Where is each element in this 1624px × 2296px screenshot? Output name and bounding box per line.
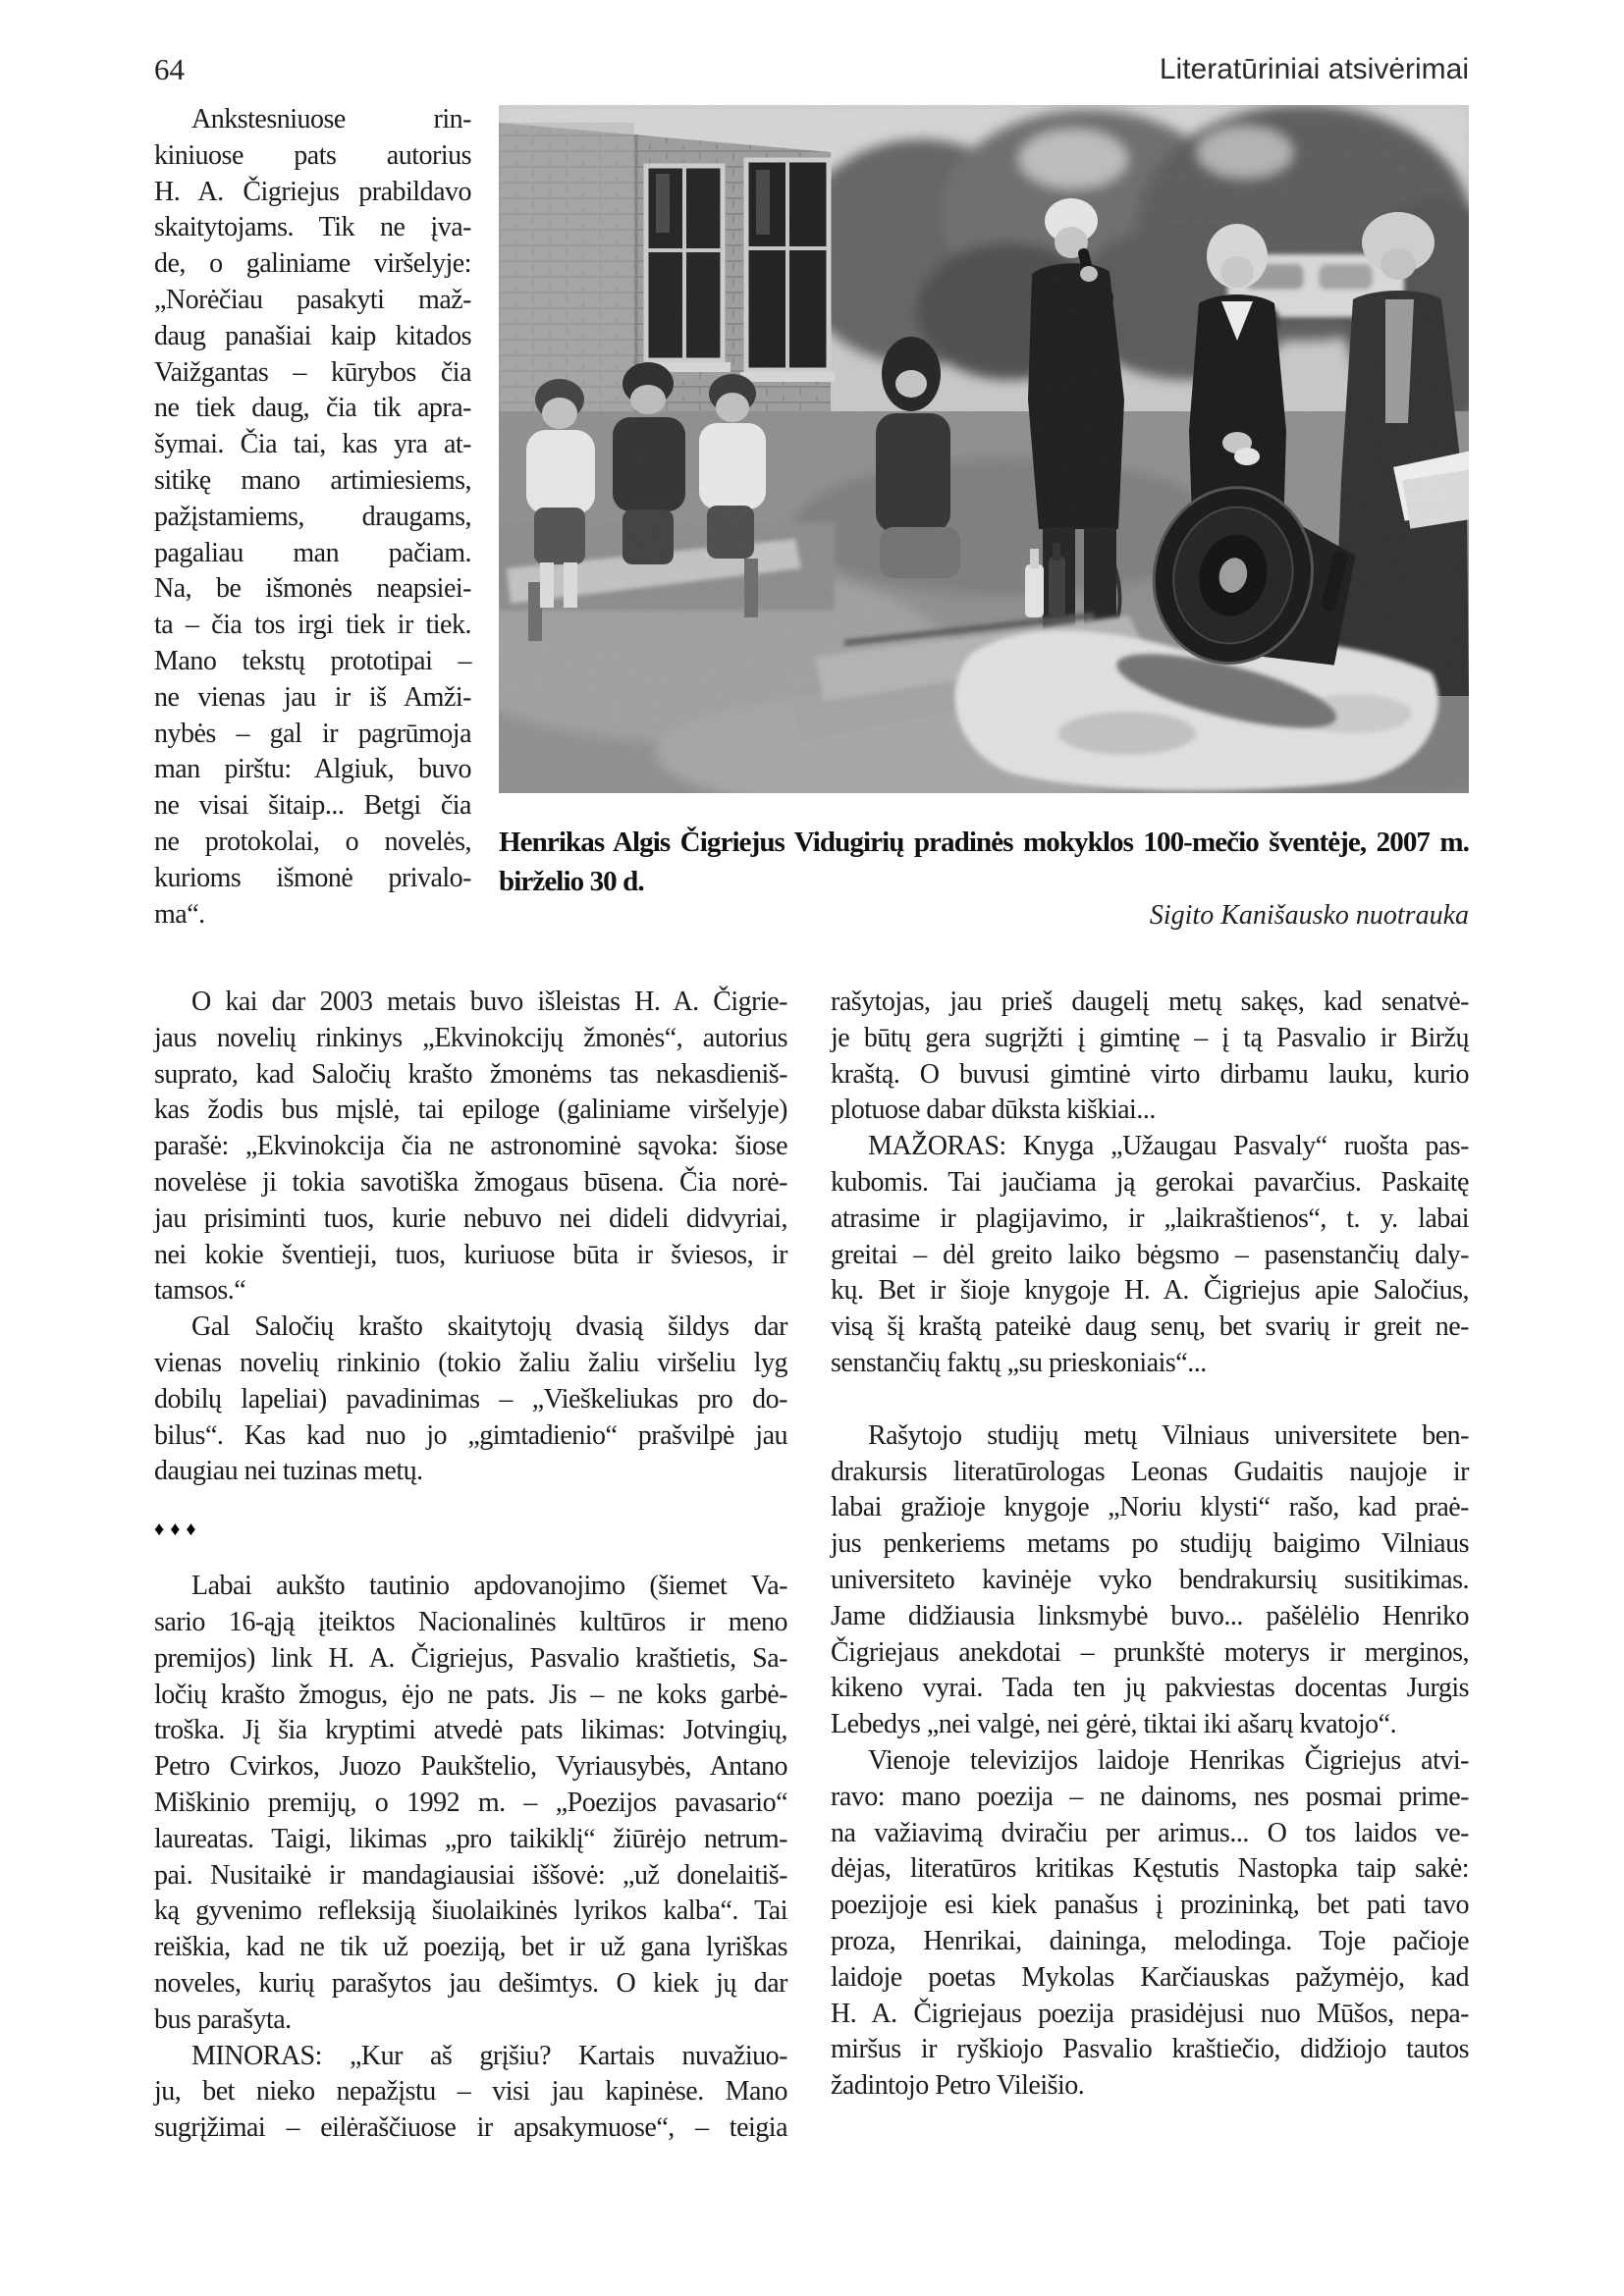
text-line: suprato, kad Saločių krašto žmonėms tas nekasdieniš- [154, 1058, 787, 1090]
photo-credit: Sigito Kanišausko nuotrauka [1149, 900, 1469, 931]
text-line: novelėse ji tokia savotiška žmogaus būsena. Čia norė- [154, 1166, 787, 1198]
text-line: sario 16-ąją įteiktos Nacionalinės kultūros ir meno [154, 1606, 787, 1637]
text-line: kraštą. O buvusi gimtinė virto dirbamu lauku, kurio [831, 1058, 1469, 1090]
text-line: rašytojas, jau prieš daugelį metų sakęs, kad senatvė- [831, 987, 1469, 1017]
text-line: vienas novelių rinkinio (tokio žaliu žaliu viršeliu lyg [154, 1347, 787, 1378]
text-line: Čigriejaus anekdotai – prunkštė moterys ir merginos, [831, 1636, 1469, 1668]
text-line: kas žodis bus mįslė, tai epiloge (galiniame viršelyje) [154, 1095, 787, 1126]
text-line: tamsos.“ [154, 1275, 246, 1307]
text-line: O kai dar 2003 metais buvo išleistas H. A. Čigrie- [191, 987, 787, 1017]
page-number: 64 [154, 52, 185, 86]
text-line: parašė: „Ekvinokcija čia ne astronominė sąvoka: šiose [154, 1131, 787, 1162]
text-line: visą šį kraštą pateikė daug senų, bet svarių ir greit ne- [831, 1311, 1469, 1343]
text-line: žadintojo Petro Vileišio. [831, 2070, 1085, 2102]
text-line: troška. Jį šia kryptimi atvedė pats likimas: Jotvingių, [154, 1715, 787, 1746]
text-line: Vienoje televizijos laidoje Henrikas Čigriejus atvi- [868, 1744, 1469, 1776]
text-line: labai gražioje knygoje „Noriu klysti“ rašo, kad praė- [831, 1492, 1469, 1523]
text-line: ką gyvenimo refleksiją šiuolaikinės lyrikos kalba“. Tai [154, 1896, 787, 1927]
text-line: ma“. [154, 898, 205, 930]
text-line: ne vienas jau ir iš Amži- [154, 681, 471, 713]
text-line: Lebedys „nei valgė, nei gėrė, tiktai iki ašarų kvatojo“. [831, 1709, 1397, 1740]
text-line: jaus novelių rinkinys „Ekvinokcijų žmonės“, autorius [154, 1022, 787, 1053]
text-line: Petro Cvirkos, Juozo Paukštelio, Vyriausybės, Antano [154, 1751, 787, 1783]
text-line: bus parašyta. [154, 2003, 292, 2035]
text-line: H. A. Čigriejaus poezija prasidėjusi nuo Mūšos, nepa- [831, 1998, 1469, 2029]
text-line: Miškinio premijų, o 1992 m. – „Poezijos pavasario“ [154, 1787, 787, 1818]
text-line: ju, bet nieko nepažįstu – visi jau kapinėse. Mano [154, 2076, 787, 2108]
text-line: reiškia, kad ne tik už poeziją, bet ir už gana lyriškas [154, 1932, 787, 1963]
text-line: Vaižgantas – kūrybos čia [154, 356, 471, 388]
text-line: H. A. Čigriejus prabildavo [154, 176, 471, 207]
text-line: proza, Henrikai, daininga, melodinga. Toje pačioje [831, 1925, 1469, 1956]
text-line: ta – čia tos irgi tiek ir tiek. [154, 610, 471, 641]
text-line: jau prisiminti tuos, kurie nebuvo nei dideli didvyriai, [154, 1202, 787, 1234]
text-line: nei kokie šventieji, tuos, kuriuose būta ir šviesos, ir [154, 1239, 787, 1270]
text-line: sugrįžimai – eilėraščiuose ir apsakymuose“, – teigia [154, 2112, 787, 2144]
text-line: kikeno vyrai. Tada ten jų pakviestas docentas Jurgis [831, 1673, 1469, 1704]
text-line: bilus“. Kas kad nuo jo „gimtadienio“ prašvilpė jau [154, 1419, 787, 1451]
text-line: nybės – gal ir pagrūmoja [154, 718, 471, 749]
text-line: dėjas, literatūros kritikas Kęstutis Nastopka taip sakė: [831, 1853, 1469, 1885]
text-line: ločių krašto žmogus, ėjo ne pats. Jis – ne koks garbė- [154, 1679, 787, 1710]
text-line: daugiau nei tuzinas metų. [154, 1456, 423, 1487]
text-line: dobilų lapeliai) pavadinimas – „Vieškeliukas pro do- [154, 1383, 787, 1415]
text-line: MINORAS: „Kur aš grįšiu? Kartais nuvažiuo- [191, 2040, 787, 2071]
text-line: je būtų gera sugrįžti į gimtinę – į tą Pasvalio ir Biržų [831, 1022, 1469, 1053]
text-line: ne visai šitaip... Betgi čia [154, 790, 471, 822]
paragraph-gap [831, 1382, 1469, 1418]
text-line: kurioms išmonė privalo- [154, 862, 471, 893]
text-line: Labai aukšto tautinio apdovanojimo (šiemet Va- [191, 1571, 787, 1602]
text-line: drakursis literatūrologas Leonas Gudaitis naujoje ir [831, 1456, 1469, 1487]
text-line: pažįstamiems, draugams, [154, 501, 471, 532]
body-column-right [831, 985, 1469, 2105]
running-title: Literatūriniai atsivėrimai [1159, 53, 1469, 85]
text-line: greitai – dėl greito laiko bėgsmo – pasenstančių daly- [831, 1239, 1469, 1270]
text-line: de, o galiniame viršelyje: [154, 248, 471, 280]
text-line: šymai. Čia tai, kas yra at- [154, 429, 471, 460]
photo-caption [499, 823, 1469, 901]
text-line: laidoje poetas Mykolas Karčiauskas pažymėjo, kad [831, 1961, 1469, 1993]
text-line: ravo: mano poezija – ne dainoms, nes posmai prime- [831, 1781, 1469, 1812]
text-line: Na, be išmonės neapsiei- [154, 573, 471, 605]
text-line: Gal Saločių krašto skaitytojų dvasią šildys dar [191, 1311, 787, 1343]
text-line: pagaliau man pačiam. [154, 537, 471, 568]
text-line: ne tiek daug, čia tik apra- [154, 393, 471, 424]
text-line: daug panašiai kaip kitados [154, 320, 471, 351]
text-line: universiteto kavinėje vyko bendrakursių susitikimas. [831, 1564, 1469, 1595]
text-line: atrasime ir plagijavimo, ir „laikraštienos“, t. y. labai [831, 1202, 1469, 1234]
text-line: laureatas. Taigi, likimas „pro taikiklį“ žiūrėjo netrum- [154, 1823, 787, 1854]
text-line: poezijoje esi kiek panašus į prozininką, bet pati tavo [831, 1890, 1469, 1921]
text-line: Rašytojo studijų metų Vilniaus universitete ben- [868, 1419, 1469, 1451]
text-line: jus penkeriems metams po studijų baigimo Vilniaus [831, 1528, 1469, 1560]
body-column-left [154, 985, 787, 2147]
text-line: senstančių faktų „su prieskoniais“... [831, 1347, 1207, 1378]
text-line: skaitytojams. Tik ne įva- [154, 212, 471, 243]
photo-illustration [499, 105, 1469, 793]
photo [499, 105, 1469, 793]
text-line: man pirštu: Algiuk, buvo [154, 754, 471, 785]
text-line: premijos) link H. A. Čigriejus, Pasvalio kraštietis, Sa- [154, 1642, 787, 1674]
text-line: MAŽORAS: Knyga „Užaugau Pasvaly“ ruošta pas- [868, 1131, 1469, 1162]
text-line: Ankstesniuose rin- [191, 104, 471, 134]
intro-column [154, 102, 471, 933]
text-line: kų. Bet ir šioje knygoje H. A. Čigriejus apie Saločius, [831, 1275, 1469, 1307]
caption-line-2: birželio 30 d. [499, 866, 644, 897]
text-line: ne protokolai, o novelės, [154, 826, 471, 857]
caption-line-1: Henrikas Algis Čigriejus Vidugirių pradinės mokyklos 100-mečio šventėje, 2007 m. [499, 827, 1469, 858]
text-line: kubomis. Tai jaučiama ją gerokai pavarčius. Paskaitę [831, 1166, 1469, 1198]
text-line: noveles, kurių parašytos jau dešimtys. O kiek jų dar [154, 1967, 787, 1999]
text-line: Mano tekstų prototipai – [154, 645, 471, 676]
section-separator-diamonds: ♦♦♦ [154, 1518, 202, 1540]
text-line: sitikę mano artimiesiems, [154, 464, 471, 496]
text-line: na važiavimą dviračiu per arimus... O tos laidos ve- [831, 1817, 1469, 1848]
text-line: kiniuose pats autorius [154, 139, 471, 171]
text-line: plotuose dabar dūksta kiškiai... [831, 1095, 1156, 1126]
text-line: „Norėčiau pasakyti maž- [154, 284, 471, 315]
text-line: pai. Nusitaikė ir mandagiausiai iššovė: „už donelaitiš- [154, 1859, 787, 1891]
text-line: Jame didžiausia linksmybė buvo... pašėlėlio Henriko [831, 1600, 1469, 1631]
text-line: miršus ir ryškiojo Pasvalio kraštiečio, didžiojo tautos [831, 2034, 1469, 2065]
